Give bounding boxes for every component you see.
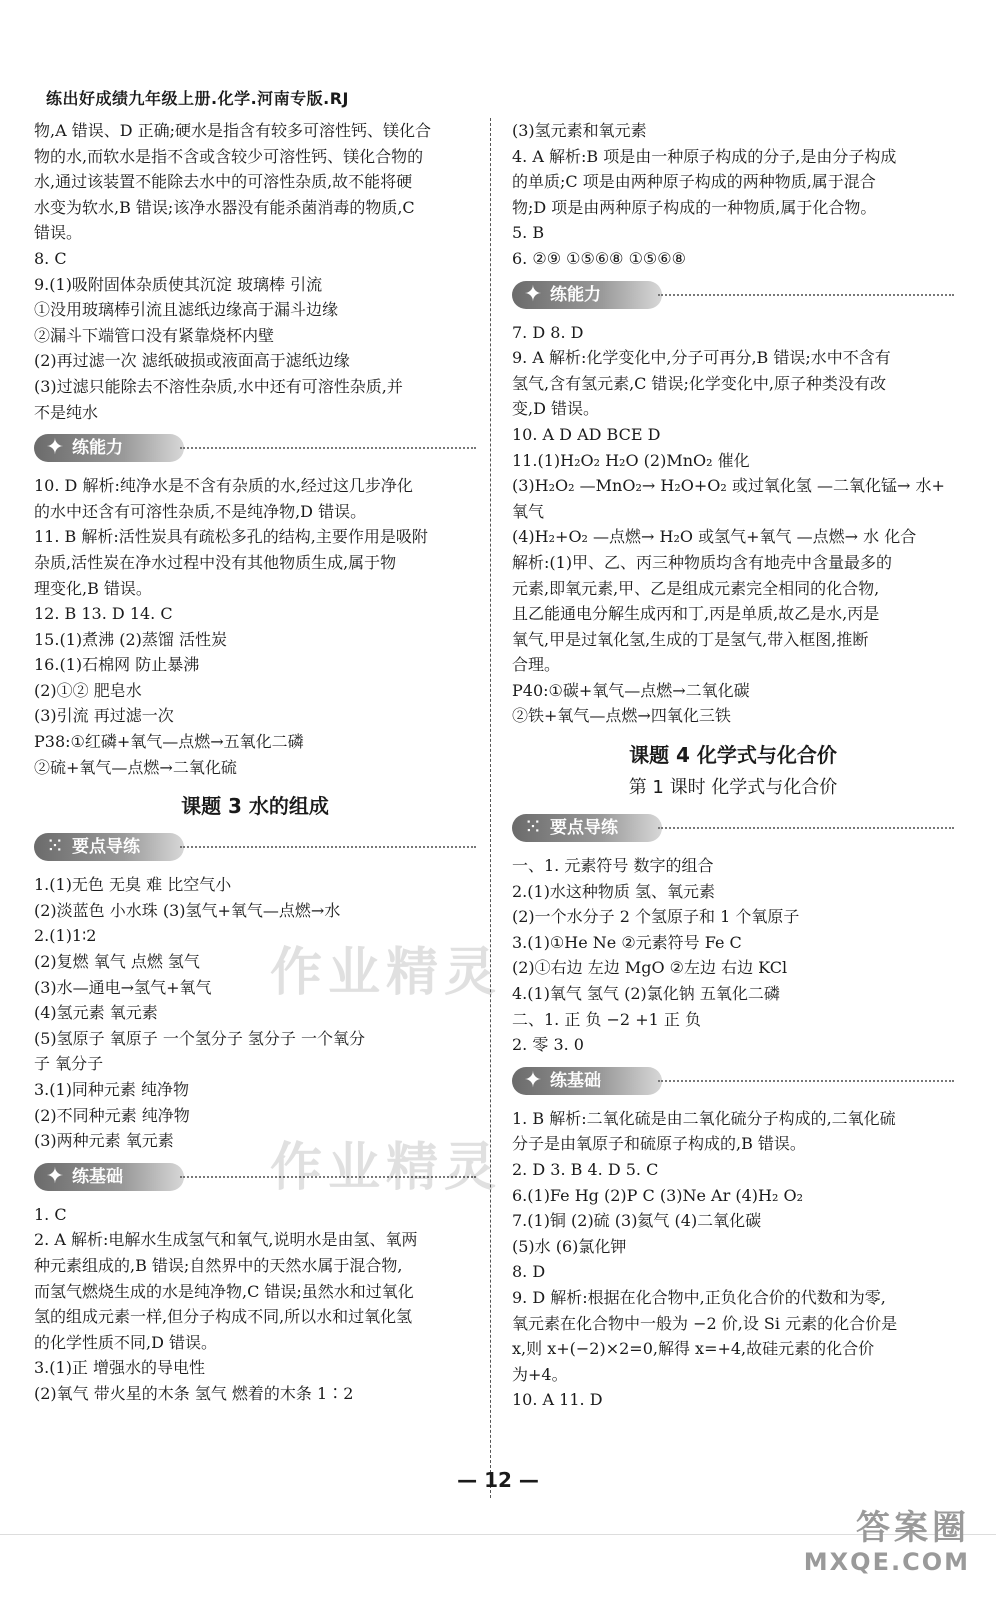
answer-line: 而氢气燃烧生成的水是纯净物,C 错误;虽然水和过氧化: [34, 1281, 414, 1301]
answer-line: (2)①右边 左边 MgO ②左边 右边 KCl: [512, 958, 788, 978]
answer-line: 1. C: [34, 1204, 67, 1224]
banner-dotted-rule: [658, 294, 954, 296]
logo-sub: MXQE.COM: [803, 1548, 970, 1576]
answer-line: 3.(1)同种元素 纯净物: [34, 1080, 190, 1099]
answer-line: 16.(1)石棉网 防止暴沸: [34, 655, 200, 675]
ability-banner: [512, 278, 954, 312]
column-divider: [490, 118, 491, 1498]
banner-dotted-rule: [658, 1080, 954, 1082]
answer-line: 2. 零 3. 0: [512, 1035, 584, 1055]
banner-dotted-rule: [180, 846, 476, 848]
right-basic-answers: [512, 1106, 954, 1413]
answer-line: (3)引流 再过滤一次: [34, 706, 174, 726]
answer-line: 物的水,而软水是指不含或含较少可溶性钙、镁化合物的: [34, 146, 424, 166]
answer-line: 12. B 13. D 14. C: [34, 604, 173, 624]
answer-line: 2.(1)水这种物质 氢、氧元素: [512, 881, 716, 901]
book-header: 练出好成绩九年级上册.化学.河南专版.RJ: [46, 89, 350, 108]
logo-main: 答案圈: [856, 1508, 970, 1548]
answer-line: 3.(1)正 增强水的导电性: [34, 1358, 206, 1378]
answer-line: 1. B 解析:二氧化硫是由二氧化硫分子构成的,二氧化硫: [512, 1108, 896, 1128]
answer-line: (2)不同种元素 纯净物: [34, 1105, 190, 1125]
answer-line: 4. A 解析:B 项是由一种原子构成的分子,是由分子构成: [512, 146, 897, 166]
answer-line: (4)氢元素 氧元素: [34, 1003, 158, 1023]
answer-line: ②铁+氧气—点燃→四氧化三铁: [512, 706, 731, 726]
section-subtitle: 第 1 课时 化学式与化合价: [628, 777, 838, 799]
left-basic-answers: [34, 1202, 476, 1407]
answer-line: 的单质;C 项是由两种原子构成的两种物质,属于混合: [512, 172, 876, 192]
answer-line: 11. B 解析:活性炭具有疏松多孔的结构,主要作用是吸附: [34, 527, 428, 547]
answer-line: 3.(1)①He Ne ②元素符号 Fe C: [512, 932, 742, 952]
answer-line: 9.(1)吸附固体杂质使其沉淀 玻璃棒 引流: [34, 274, 323, 294]
answer-line: 物,A 错误、D 正确;硬水是指含有较多可溶性钙、镁化合: [34, 121, 432, 140]
answer-line: 6.(1)Fe Hg (2)P C (3)Ne Ar (4)H₂ O₂: [512, 1185, 803, 1205]
banner-label: 练基础: [72, 1166, 123, 1187]
left-ability-answers: [34, 473, 476, 780]
answer-line: 水,通过该装置不能除去水中的可溶性杂质,故不能将硬: [34, 172, 413, 192]
answer-line: 9. A 解析:化学变化中,分子可再分,B 错误;水中不含有: [512, 348, 891, 368]
answer-line: 2. A 解析:电解水生成氢气和氧气,说明水是由氢、氧两: [34, 1230, 418, 1250]
answer-line: 8. D: [512, 1262, 546, 1282]
answer-line: 11.(1)H₂O₂ H₂O (2)MnO₂ 催化: [512, 450, 750, 470]
watermark: 作业精灵: [270, 943, 503, 1003]
answer-line: 8. C: [34, 248, 67, 268]
answer-line: 合理。: [512, 655, 561, 675]
right-column: [512, 118, 954, 1413]
site-logo: [804, 1508, 970, 1576]
answer-line: 错误。: [34, 223, 83, 243]
answer-line: 一、1. 元素符号 数字的组合: [512, 856, 714, 876]
runner-icon: ✦: [45, 1163, 65, 1189]
right-key-answers: [512, 853, 954, 1058]
banner-dotted-rule: [180, 447, 476, 449]
answer-line: 物;D 项是由两种原子构成的一种物质,属于化合物。: [512, 197, 877, 217]
runner-icon: ✦: [45, 435, 65, 461]
right-ability-answers: [512, 320, 954, 730]
answer-line: x,则 x+(−2)×2=0,解得 x=+4,故硅元素的化合价: [512, 1339, 875, 1359]
answer-line: (3)两种元素 氧元素: [34, 1131, 174, 1151]
answer-line: 氧气: [512, 501, 545, 521]
grid-dots-icon: ⁙: [45, 834, 65, 860]
answer-line: 7.(1)铜 (2)硫 (3)氦气 (4)二氧化碳: [512, 1211, 762, 1231]
watermark: 作业精灵: [270, 1138, 503, 1198]
answer-line: P38:①红磷+氧气—点燃→五氧化二磷: [34, 732, 304, 752]
section-title: 课题 3 水的组成: [181, 794, 329, 819]
basics-banner: [512, 1064, 954, 1098]
answer-line: (3)过滤只能除去不溶性杂质,水中还有可溶性杂质,并: [34, 376, 403, 396]
answer-line: 理变化,B 错误。: [34, 578, 152, 598]
answer-line: 杂质,活性炭在净水过程中没有其他物质生成,属于物: [34, 552, 397, 572]
answer-line: 的化学性质不同,D 错误。: [34, 1332, 218, 1352]
answer-line: 1.(1)无色 无臭 难 比空气小: [34, 875, 232, 895]
left-key-answers: [34, 872, 476, 1154]
answer-line: 6. ②⑨ ①⑤⑥⑧ ①⑤⑥⑧: [512, 248, 686, 268]
answer-line: 2.(1)1∶2: [34, 926, 97, 946]
answer-line: (3)水—通电→氢气+氧气: [34, 977, 212, 997]
answer-line: 解析:(1)甲、乙、丙三种物质均含有地壳中含量最多的: [512, 552, 893, 572]
answer-line: (2)①② 肥皂水: [34, 680, 142, 700]
banner-dotted-rule: [658, 827, 954, 829]
runner-icon: ✦: [523, 1067, 543, 1093]
answer-line: ②硫+氧气—点燃→二氧化硫: [34, 757, 237, 777]
answer-line: 15.(1)煮沸 (2)蒸馏 活性炭: [34, 629, 227, 649]
answer-line: (2)一个水分子 2 个氢原子和 1 个氧原子: [512, 907, 800, 927]
answer-line: (5)水 (6)氯化钾: [512, 1236, 627, 1256]
banner-label: 练能力: [550, 284, 601, 305]
banner-label: 要点导练: [550, 818, 618, 839]
answer-line: (2)淡蓝色 小水珠 (3)氢气+氧气—点燃→水: [34, 900, 341, 920]
section-title: 课题 4 化学式与化合价: [629, 743, 837, 768]
answer-line: (2)氧气 带火星的木条 氢气 燃着的木条 1∶2: [34, 1383, 354, 1403]
answer-line: 5. B: [512, 223, 545, 243]
answer-line: ①没用玻璃棒引流且滤纸边缘高于漏斗边缘: [34, 300, 339, 320]
answer-line: 7. D 8. D: [512, 322, 584, 342]
answer-line: 为+4。: [512, 1364, 568, 1384]
answer-line: 2. D 3. B 4. D 5. C: [512, 1160, 659, 1179]
answer-line: 9. D 解析:根据在化合物中,正负化合价的代数和为零,: [512, 1287, 886, 1307]
left-column: [34, 118, 476, 1407]
answer-line: (2)再过滤一次 滤纸破损或液面高于滤纸边缘: [34, 351, 350, 371]
answer-line: P40:①碳+氧气—点燃→二氧化碳: [512, 680, 750, 700]
left-top-answers: [34, 118, 476, 425]
answer-line: 二、1. 正 负 −2 +1 正 负: [512, 1009, 701, 1029]
answer-line: 10. D 解析:纯净水是不含有杂质的水,经过这几步净化: [34, 476, 413, 496]
answer-line: 且乙能通电分解生成丙和丁,丙是单质,故乙是水,丙是: [512, 604, 880, 624]
answer-line: 不是纯水: [34, 402, 99, 422]
runner-icon: ✦: [523, 281, 543, 307]
answer-line: 水变为软水,B 错误;该净水器没有能杀菌消毒的物质,C: [34, 197, 415, 217]
right-top-answers: [512, 118, 954, 272]
answer-line: 10. A 11. D: [512, 1390, 603, 1410]
banner-label: 要点导练: [72, 837, 140, 858]
answer-line: 元素,即氧元素,甲、乙是组成元素完全相同的化合物,: [512, 578, 880, 598]
answer-line: (5)氢原子 氧原子 一个氢分子 氢分子 一个氧分: [34, 1028, 366, 1048]
key-points-banner: [512, 811, 954, 845]
answer-line: (2)复燃 氧气 点燃 氢气: [34, 952, 200, 972]
answer-line: 分子是由氧原子和硫原子构成的,B 错误。: [512, 1134, 806, 1154]
answer-line: 氢气,含有氢元素,C 错误;化学变化中,原子种类没有改: [512, 373, 886, 393]
answer-line: 种元素组成的,B 错误;自然界中的天然水属于混合物,: [34, 1255, 403, 1275]
answer-line: ②漏斗下端管口没有紧靠烧杯内壁: [34, 325, 275, 345]
answer-line: 氧元素在化合物中一般为 −2 价,设 Si 元素的化合价是: [512, 1313, 898, 1333]
page-number: — 12 —: [457, 1468, 539, 1492]
banner-label: 练能力: [72, 438, 123, 459]
answer-line: (3)氢元素和氧元素: [512, 121, 647, 140]
key-points-banner: [34, 830, 476, 864]
answer-line: 的水中还含有可溶性杂质,不是纯净物,D 错误。: [34, 501, 367, 521]
answer-line: 4.(1)氧气 氢气 (2)氯化钠 五氧化二磷: [512, 984, 780, 1004]
answer-line: 氢的组成元素一样,但分子构成不同,所以水和过氧化氢: [34, 1307, 413, 1327]
answer-line: 变,D 错误。: [512, 399, 600, 419]
answer-line: 氧气,甲是过氧化氢,生成的丁是氢气,带入框图,推断: [512, 629, 869, 649]
answer-line: 子 氧分子: [34, 1054, 104, 1074]
answer-line: (3)H₂O₂ —MnO₂→ H₂O+O₂ 或过氧化氢 —二氧化锰→ 水+: [512, 476, 945, 496]
answer-line: 10. A D AD BCE D: [512, 424, 661, 444]
ability-banner: [34, 431, 476, 465]
grid-dots-icon: ⁙: [523, 815, 543, 841]
answer-line: (4)H₂+O₂ —点燃→ H₂O 或氢气+氧气 —点燃→ 水 化合: [512, 527, 917, 547]
banner-label: 练基础: [550, 1070, 601, 1091]
